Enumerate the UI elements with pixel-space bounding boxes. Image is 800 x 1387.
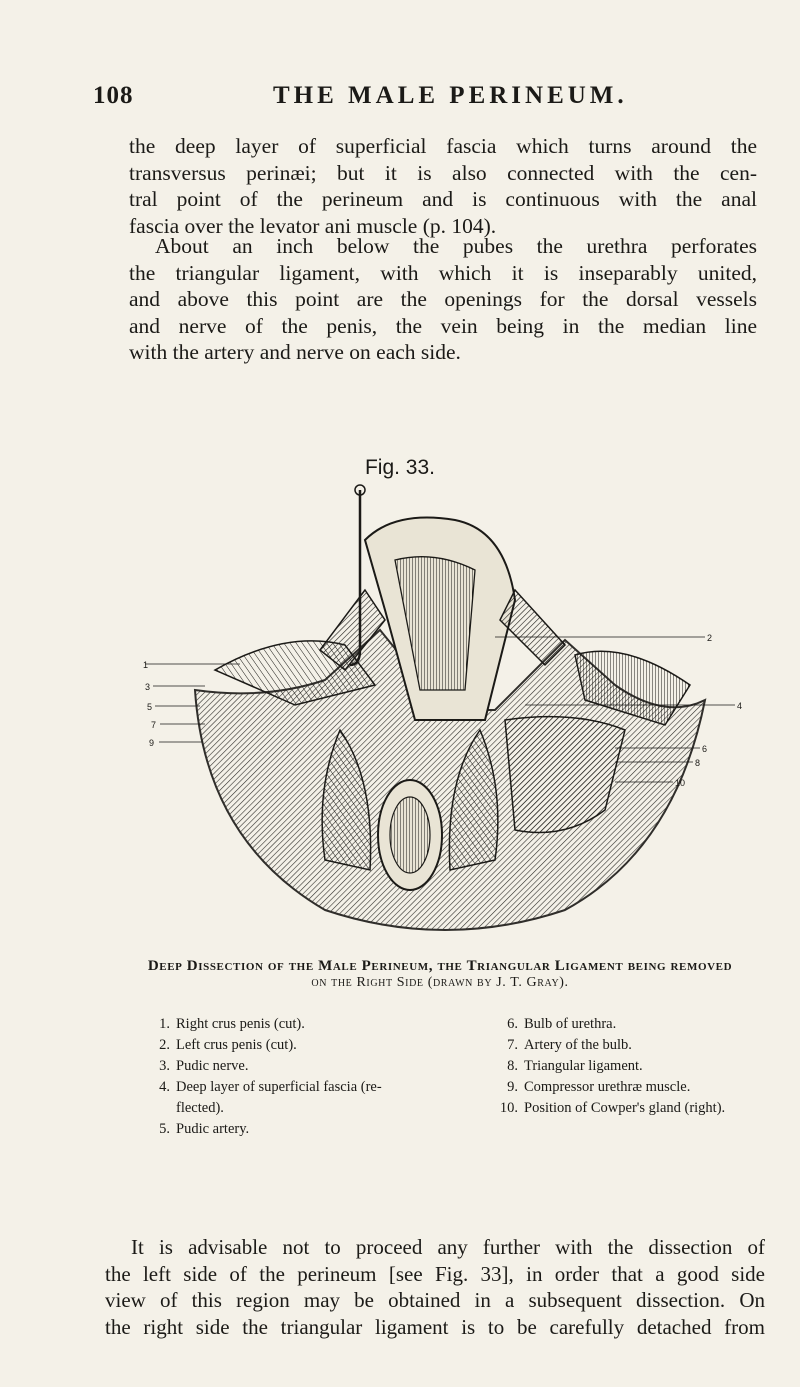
figure-label-4: 4 <box>737 701 743 711</box>
text-line: About an inch below the pubes the urethra perforates <box>155 234 757 258</box>
text-line: the left side of the perineum [see Fig. 33], in order that a good side <box>105 1261 765 1286</box>
figure-caption <box>110 958 770 991</box>
legend-item: 10. Position of Cowper's gland (right). <box>499 1100 726 1116</box>
figure-legend-left <box>150 1014 480 1140</box>
legend-item: 5. Pudic artery. <box>159 1121 250 1137</box>
paragraph-1 <box>129 133 757 239</box>
figure-label-1: 1 <box>143 660 149 670</box>
text-line: tral point of the perineum and is continuous with the anal <box>129 187 757 211</box>
page-header <box>93 82 733 116</box>
page-number: 108 <box>93 82 134 109</box>
figure-illustration <box>145 480 785 960</box>
figure-label-2: 2 <box>707 633 713 643</box>
legend-item: 4. Deep layer of superficial fascia (re- <box>159 1079 382 1095</box>
figure-legend-right <box>498 1014 788 1119</box>
legend-item: 7. Artery of the bulb. <box>507 1037 632 1053</box>
legend-item: 6. Bulb of urethra. <box>507 1016 617 1032</box>
legend-item-continuation: flected). <box>176 1100 224 1116</box>
legend-item: 9. Compressor urethræ muscle. <box>507 1079 691 1095</box>
perineum-dissection-engraving <box>145 480 785 960</box>
figure-label-6: 6 <box>702 744 708 754</box>
text-line: view of this region may be obtained in a subsequent dissection. On <box>105 1288 765 1312</box>
caption-line-1: Deep Dissection of the Male Perineum, the Triangular Ligament being removed <box>147 958 733 974</box>
text-line: fascia over the levator ani muscle (p. 104). <box>129 213 497 238</box>
figure-label-5: 5 <box>147 702 153 712</box>
text-line: the right side the triangular ligament is to be carefully detached from <box>105 1314 765 1339</box>
legend-item: 2. Left crus penis (cut). <box>159 1037 297 1053</box>
paragraph-2 <box>129 233 757 366</box>
figure-title: Fig. 33. <box>364 456 436 479</box>
legend-item: 3. Pudic nerve. <box>159 1058 249 1074</box>
figure-label-3: 3 <box>145 682 151 692</box>
text-line: and nerve of the penis, the vein being in the median line <box>129 313 757 338</box>
text-line: the triangular ligament, with which it is inseparably united, <box>129 260 757 285</box>
legend-item: 8. Triangular ligament. <box>507 1058 643 1074</box>
figure-label-7: 7 <box>151 720 157 730</box>
legend-item: 1. Right crus penis (cut). <box>159 1016 305 1032</box>
text-line: transversus perinæi; but it is also connected with the cen- <box>129 160 757 185</box>
text-line: the deep layer of superficial fascia which turns around the <box>129 134 757 158</box>
text-line: and above this point are the openings for the dorsal vessels <box>129 287 757 311</box>
paragraph-3 <box>105 1234 765 1340</box>
figure-label-8: 8 <box>695 758 701 768</box>
figure-label-9: 9 <box>149 738 155 748</box>
caption-line-2: on the Right Side (drawn by J. T. Gray). <box>311 975 569 990</box>
text-line: It is advisable not to proceed any further with the dissection of <box>131 1235 765 1259</box>
text-line: with the artery and nerve on each side. <box>129 340 461 364</box>
running-head: THE MALE PERINEUM. <box>273 82 628 109</box>
figure-label-10: 10 <box>675 778 686 788</box>
